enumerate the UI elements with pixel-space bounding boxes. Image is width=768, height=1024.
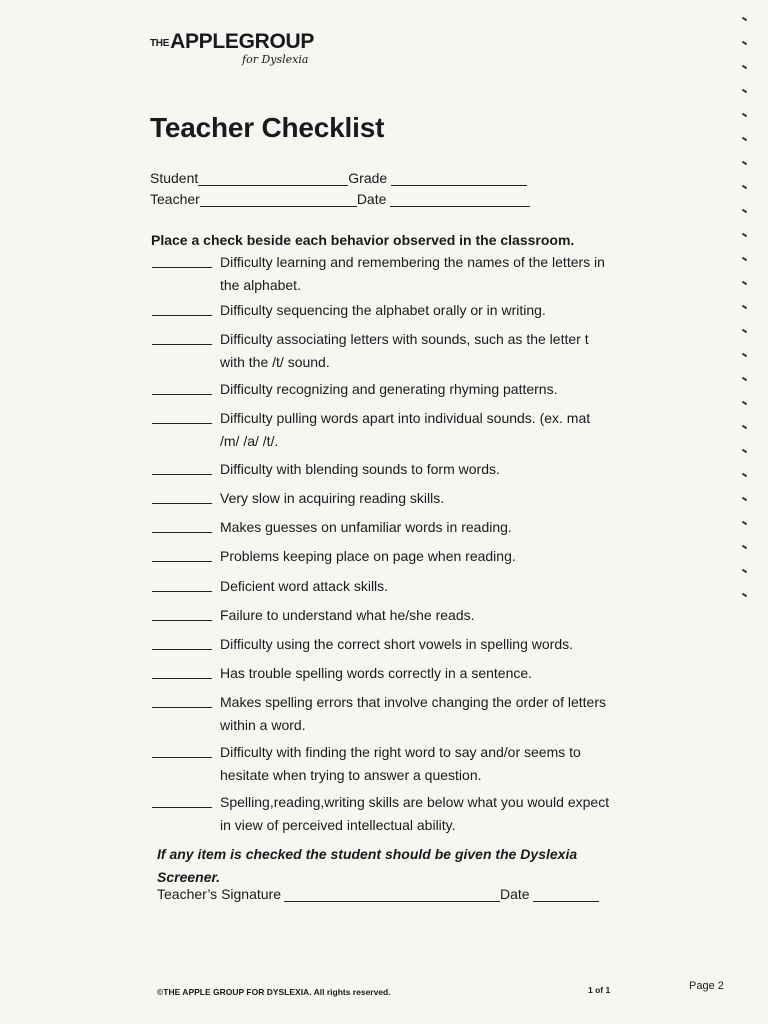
check-blank[interactable] [152, 409, 212, 424]
copyright: ©THE APPLE GROUP FOR DYSLEXIA. All rights reserved. [157, 987, 391, 997]
instructions: Place a check beside each behavior observed in the classroom. [151, 232, 575, 248]
signature-date-label: Date [500, 886, 530, 902]
check-blank[interactable] [152, 301, 212, 316]
item-text: Makes guesses on unfamiliar words in reading. [220, 519, 512, 535]
signature-label: Teacher’s Signature [157, 886, 282, 902]
item-text: Difficulty using the correct short vowels in spelling words. [220, 636, 574, 652]
teacher-date-row [150, 191, 530, 207]
check-blank[interactable] [152, 635, 212, 650]
signature-row [157, 886, 599, 902]
checklist-item [152, 545, 610, 568]
check-blank[interactable] [152, 793, 212, 808]
item-text: Difficulty recognizing and generating rhyming patterns. [220, 381, 558, 397]
logo-wordmark [150, 30, 314, 54]
item-text: Makes spelling errors that involve changing the order of letters within a word. [220, 694, 606, 733]
check-blank[interactable] [152, 664, 212, 679]
apple-group-logo [150, 30, 315, 66]
checklist-item [152, 604, 610, 627]
checklist-item [152, 662, 610, 685]
checklist-item [152, 378, 610, 401]
check-blank[interactable] [152, 489, 212, 504]
item-text: Difficulty with blending sounds to form words. [220, 461, 500, 477]
item-text: Very slow in acquiring reading skills. [220, 490, 445, 506]
check-blank[interactable] [152, 380, 212, 395]
check-blank[interactable] [152, 577, 212, 592]
student-field[interactable] [198, 171, 348, 186]
checklist-item [152, 299, 610, 322]
screener-note: If any item is checked the student should be given the Dyslexia Screener. [157, 846, 578, 885]
logo-subtitle: for Dyslexia [242, 53, 309, 66]
check-blank[interactable] [152, 253, 212, 268]
page-count: 1 of 1 [588, 985, 611, 995]
checklist-item [152, 407, 610, 453]
item-text: Problems keeping place on page when reading. [220, 548, 516, 564]
checklist-item [152, 328, 610, 374]
check-blank[interactable] [152, 743, 212, 758]
check-blank[interactable] [152, 547, 212, 562]
checklist-item [152, 691, 610, 737]
checklist-item [152, 516, 610, 539]
item-text: Difficulty learning and remembering the names of the letters in the alphabet. [220, 254, 605, 293]
teacher-field[interactable] [200, 192, 357, 207]
checklist-item [152, 741, 610, 787]
check-blank[interactable] [152, 606, 212, 621]
item-text: Difficulty sequencing the alphabet orally or in writing. [220, 302, 546, 318]
binding-holes [734, 18, 754, 618]
date-field[interactable] [390, 192, 530, 207]
item-text: Failure to understand what he/she reads. [220, 607, 475, 623]
item-text: Difficulty with finding the right word to say and/or seems to hesitate when trying to answer a question. [220, 744, 581, 783]
date-label: Date [356, 191, 387, 207]
item-text: Difficulty associating letters with sounds, such as the letter t with the /t/ sound. [220, 331, 589, 370]
check-blank[interactable] [152, 693, 212, 708]
item-text: Deficient word attack skills. [220, 578, 389, 594]
checklist-item [152, 575, 610, 598]
check-blank[interactable] [152, 330, 212, 345]
check-blank[interactable] [152, 518, 212, 533]
signature-date-field[interactable] [533, 887, 599, 902]
item-text: Spelling,reading,writing skills are below what you would expect in view of perceived intellectual ability. [220, 794, 610, 833]
item-text: Has trouble spelling words correctly in a sentence. [220, 665, 533, 681]
checklist-item [152, 458, 610, 481]
student-label: Student [150, 170, 199, 186]
checklist-item [152, 251, 610, 297]
grade-label: Grade [348, 170, 388, 186]
page-title: Teacher Checklist [150, 112, 385, 143]
checklist-item [152, 633, 610, 656]
page-label: Page 2 [689, 980, 724, 992]
logo-main-text: APPLEGROUP [170, 30, 315, 53]
item-text: Difficulty pulling words apart into individual sounds. (ex. mat /m/ /a/ /t/. [220, 410, 591, 449]
logo-the: THE [150, 38, 170, 49]
check-blank[interactable] [152, 460, 212, 475]
teacher-label: Teacher [150, 191, 200, 207]
grade-field[interactable] [391, 171, 527, 186]
checklist-item [152, 791, 610, 837]
student-grade-row [150, 170, 527, 186]
checklist-item [152, 487, 610, 510]
signature-field[interactable] [284, 887, 500, 902]
